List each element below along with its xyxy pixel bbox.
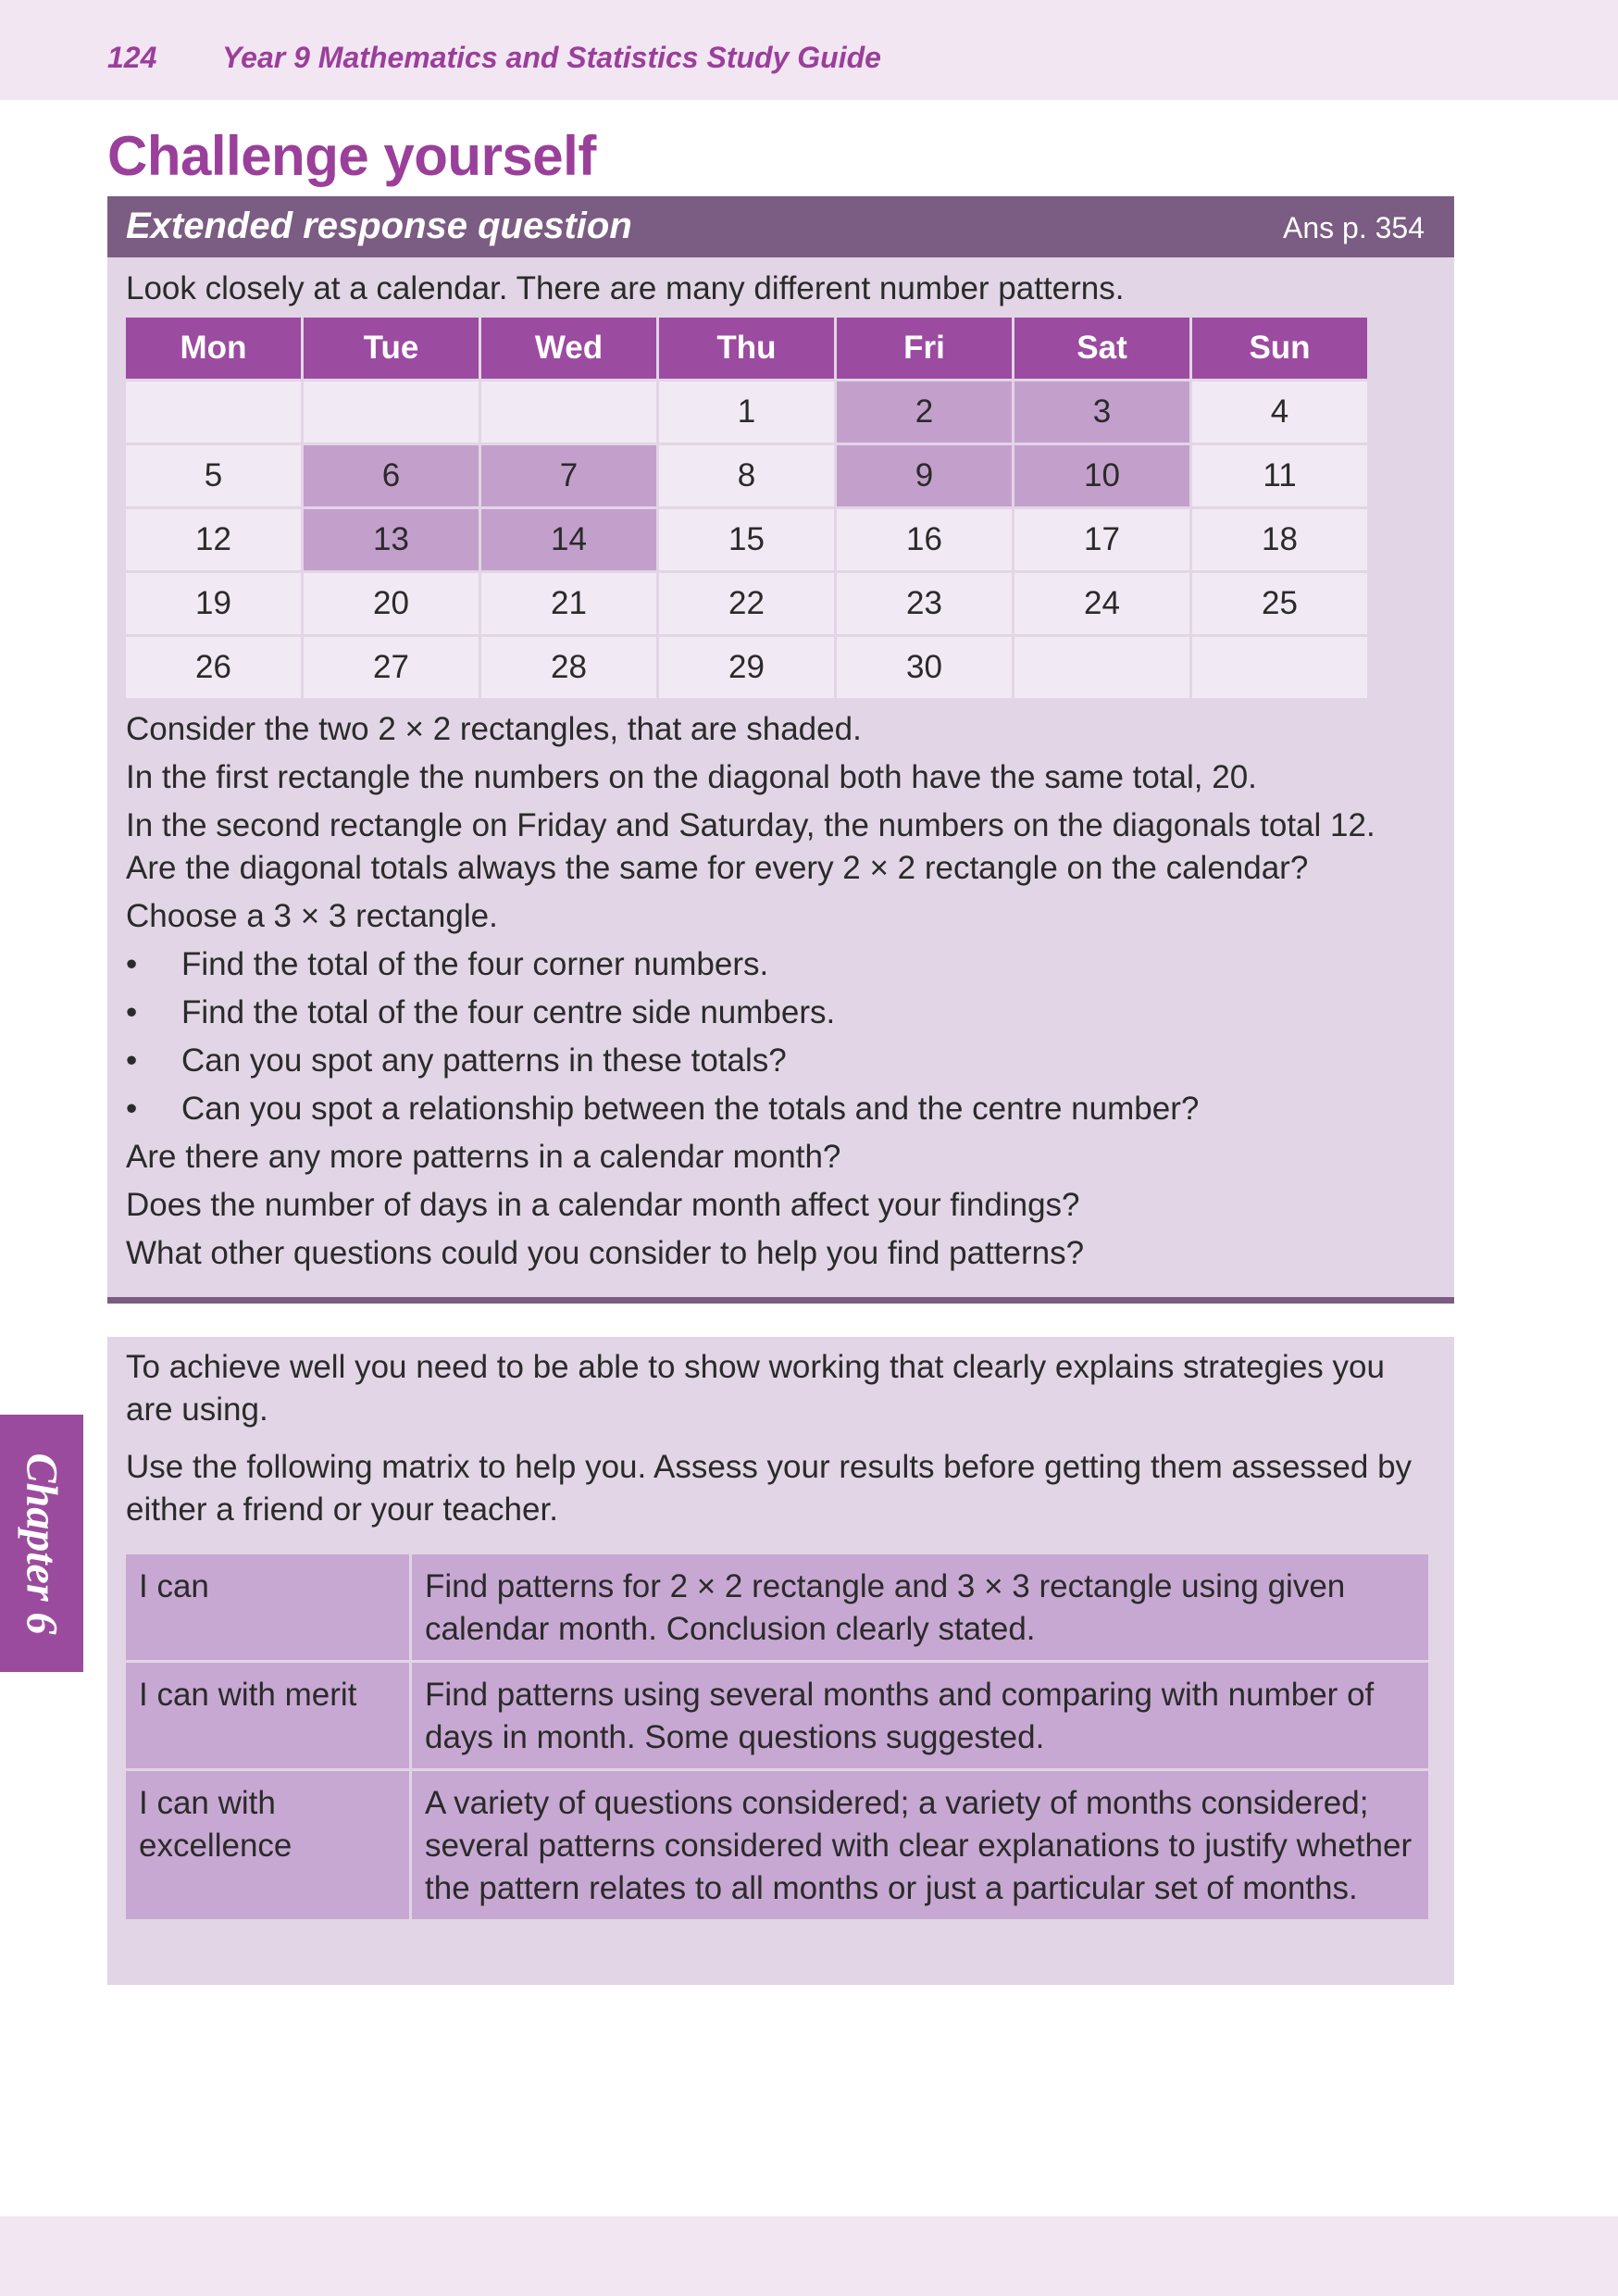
calendar-date-cell: 8 <box>659 445 834 506</box>
calendar-week-row <box>126 637 1367 698</box>
extended-response-header <box>107 196 1454 257</box>
calendar-date-cell: 7 <box>481 445 656 506</box>
matrix-row <box>126 1771 1428 1919</box>
calendar-week-row <box>126 509 1367 570</box>
bullet-dot-icon: • <box>126 994 138 1030</box>
calendar-date-cell <box>481 381 656 443</box>
calendar-date-cell: 16 <box>837 509 1012 570</box>
calendar-date-cell: 12 <box>126 509 301 570</box>
bullet-dot-icon: • <box>126 1091 138 1127</box>
bullet-text: Find the total of the four centre side numbers. <box>181 994 836 1030</box>
calendar-date-cell: 1 <box>659 381 834 443</box>
calendar-day-wed: Wed <box>481 318 656 379</box>
extended-response-intro: Look closely at a calendar. There are many different number patterns. <box>126 270 1125 306</box>
bullet-item <box>126 1042 787 1079</box>
bullet-text: Find the total of the four corner numbers. <box>181 946 769 982</box>
running-title: Year 9 Mathematics and Statistics Study Guide <box>222 41 881 74</box>
calendar-date-cell: 15 <box>659 509 834 570</box>
question-line: Are the diagonal totals always the same for every 2 × 2 rectangle on the calendar? <box>126 850 1309 886</box>
bullet-dot-icon: • <box>126 946 138 982</box>
calendar-day-thu: Thu <box>659 318 834 379</box>
calendar-date-cell <box>1014 637 1189 698</box>
calendar-date-cell: 14 <box>481 509 656 570</box>
calendar-week-row <box>126 381 1367 443</box>
calendar-day-fri: Fri <box>837 318 1012 379</box>
calendar-date-cell: 20 <box>304 573 479 634</box>
matrix-row <box>126 1663 1428 1768</box>
bullet-text: Can you spot any patterns in these totals? <box>181 1042 787 1079</box>
calendar-date-cell <box>1192 637 1367 698</box>
calendar-date-cell: 18 <box>1192 509 1367 570</box>
extended-response-box <box>107 196 1454 1304</box>
chapter-tab-label: Chapter 6 <box>17 1452 67 1635</box>
calendar-date-cell: 29 <box>659 637 834 698</box>
calendar-date-cell: 13 <box>304 509 479 570</box>
question-line: Does the number of days in a calendar month affect your findings? <box>126 1187 1080 1223</box>
bullet-text: Can you spot a relationship between the totals and the centre number? <box>181 1091 1200 1127</box>
calendar-day-mon: Mon <box>126 318 301 379</box>
achievement-para-1: To achieve well you need to be able to show working that clearly explains strategies you are using. <box>126 1349 1385 1428</box>
calendar-date-cell: 10 <box>1014 445 1189 506</box>
question-line: Choose a 3 × 3 rectangle. <box>126 898 498 934</box>
extended-response-heading: Extended response question <box>126 206 632 246</box>
calendar-body <box>126 381 1367 698</box>
question-line: Consider the two 2 × 2 rectangles, that are shaded. <box>126 711 862 747</box>
matrix-description: Find patterns for 2 × 2 rectangle and 3 × 3 rectangle using given calendar month. Conclusion clearly stated. <box>412 1554 1428 1660</box>
calendar-date-cell: 25 <box>1192 573 1367 634</box>
question-line: What other questions could you consider to help you find patterns? <box>126 1235 1085 1271</box>
calendar-header-row <box>126 318 1367 379</box>
calendar-date-cell: 9 <box>837 445 1012 506</box>
achievement-para-2: Use the following matrix to help you. Assess your results before getting them assessed by either a friend or your teacher. <box>126 1449 1413 1528</box>
calendar-day-tue: Tue <box>304 318 479 379</box>
calendar-date-cell: 28 <box>481 637 656 698</box>
calendar-date-cell: 24 <box>1014 573 1189 634</box>
calendar-date-cell: 4 <box>1192 381 1367 443</box>
calendar-date-cell: 17 <box>1014 509 1189 570</box>
matrix-level: I can with excellence <box>126 1771 409 1919</box>
calendar-day-sun: Sun <box>1192 318 1367 379</box>
bullet-dot-icon: • <box>126 1042 138 1079</box>
calendar-date-cell: 27 <box>304 637 479 698</box>
question-line: In the first rectangle the numbers on the diagonal both have the same total, 20. <box>126 759 1257 795</box>
calendar-date-cell <box>304 381 479 443</box>
achievement-box <box>107 1337 1454 1985</box>
section-title: Challenge yourself <box>107 125 596 187</box>
question-line: Are there any more patterns in a calendar month? <box>126 1139 841 1175</box>
bullet-item <box>126 946 768 983</box>
chapter-tab <box>0 1415 83 1672</box>
answer-reference: Ans p. 354 <box>1283 211 1425 244</box>
calendar-week-row <box>126 445 1367 506</box>
matrix-description: Find patterns using several months and comparing with number of days in month. Some questions suggested. <box>412 1663 1428 1768</box>
calendar-date-cell: 19 <box>126 573 301 634</box>
bullet-item <box>126 1091 1199 1128</box>
matrix-level: I can with merit <box>126 1663 409 1768</box>
bullet-item <box>126 994 835 1031</box>
footer-band <box>0 2216 1618 2296</box>
page-number: 124 <box>107 41 157 74</box>
calendar-date-cell: 26 <box>126 637 301 698</box>
matrix-row <box>126 1554 1428 1660</box>
matrix-body <box>126 1554 1428 1919</box>
question-line: In the second rectangle on Friday and Saturday, the numbers on the diagonals total 12. <box>126 807 1375 843</box>
calendar-date-cell <box>126 381 301 443</box>
calendar-date-cell: 23 <box>837 573 1012 634</box>
calendar-date-cell: 5 <box>126 445 301 506</box>
matrix-description: A variety of questions considered; a variety of months considered; several patterns considered with clear explanations to justify whether the pattern relates to all months or just a particular set of months. <box>412 1771 1428 1919</box>
calendar-day-sat: Sat <box>1014 318 1189 379</box>
matrix-level: I can <box>126 1554 409 1660</box>
calendar-week-row <box>126 573 1367 634</box>
calendar-date-cell: 22 <box>659 573 834 634</box>
calendar-date-cell: 3 <box>1014 381 1189 443</box>
calendar-date-cell: 11 <box>1192 445 1367 506</box>
calendar-table <box>123 315 1370 701</box>
box-bottom-rule <box>107 1297 1454 1304</box>
calendar-date-cell: 30 <box>837 637 1012 698</box>
calendar-date-cell: 6 <box>304 445 479 506</box>
calendar-date-cell: 21 <box>481 573 656 634</box>
calendar-date-cell: 2 <box>837 381 1012 443</box>
assessment-matrix <box>123 1552 1431 1922</box>
